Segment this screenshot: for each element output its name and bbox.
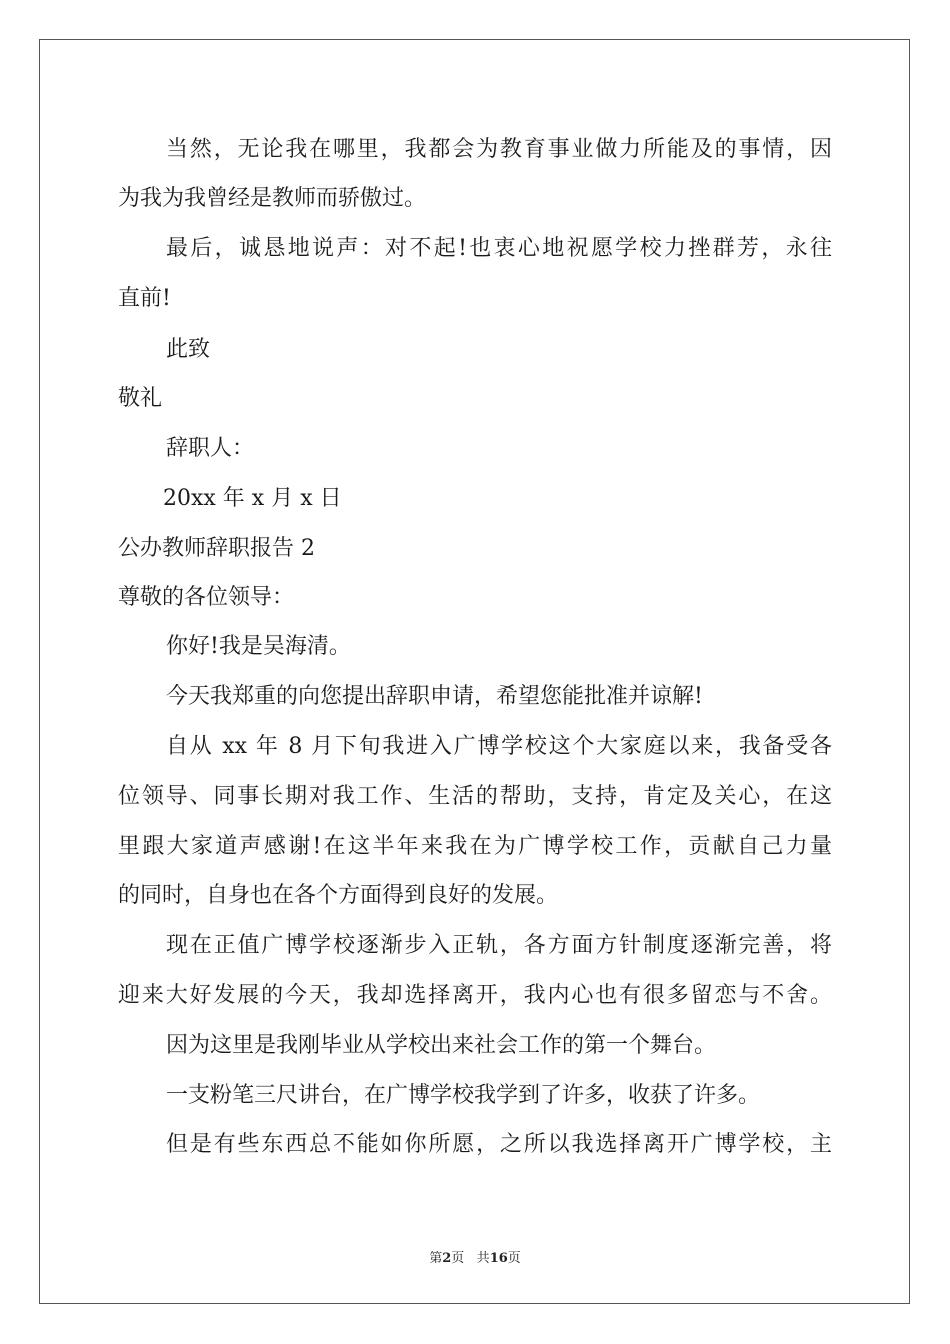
footer-total-pages: 16 [489, 1251, 508, 1266]
paragraph-line: 但是有些东西总不能如你所愿，之所以我选择离开广博学校，主 [166, 1132, 832, 1157]
paragraph-line: 位领导、同事长期对我工作、生活的帮助，支持，肯定及关心，在这 [118, 784, 832, 809]
paragraph-line: 今天我郑重的向您提出辞职申请，希望您能批准并谅解! [166, 684, 703, 709]
paragraph-line: 你好!我是吴海清。 [166, 634, 351, 659]
greeting: 尊敬的各位领导： [118, 585, 295, 610]
closing-regards: 敬礼 [118, 386, 163, 411]
paragraph-line: 最后，诚恳地说声：对不起!也衷心地祝愿学校力挫群芳，永往 [166, 236, 832, 261]
paragraph-line: 自从 xx 年 8 月下旬我进入广博学校这个大家庭以来，我备受各 [166, 734, 832, 759]
paragraph-line: 的同时，自身也在各个方面得到良好的发展。 [118, 883, 559, 908]
paragraph-line: 里跟大家道声感谢!在这半年来我在为广博学校工作，贡献自己力量 [118, 834, 832, 859]
paragraph-line: 一支粉笔三尺讲台，在广博学校我学到了许多，收获了许多。 [166, 1083, 761, 1108]
footer-page-prefix: 第 [429, 1251, 443, 1266]
page-border [39, 39, 910, 1304]
paragraph-line: 为我为我曾经是教师而骄傲过。 [118, 186, 427, 211]
paragraph-line: 迎来大好发展的今天，我却选择离开，我内心也有很多留恋与不舍。 [118, 983, 832, 1008]
page-footer [0, 1247, 950, 1266]
paragraph-line: 直前! [118, 286, 171, 311]
signature-label: 辞职人： [166, 436, 255, 461]
footer-total-prefix: 共 [476, 1251, 490, 1266]
footer-total-unit: 页 [507, 1251, 521, 1266]
paragraph-line: 当然，无论我在哪里，我都会为教育事业做力所能及的事情，因 [166, 137, 832, 162]
date-line: 20xx 年 x 月 x 日 [163, 486, 342, 511]
footer-page-number: 2 [442, 1251, 452, 1266]
footer-page-unit: 页 [451, 1251, 465, 1266]
paragraph-line: 因为这里是我刚毕业从学校出来社会工作的第一个舞台。 [166, 1033, 717, 1058]
section-title: 公办教师辞职报告 2 [118, 536, 315, 561]
closing-salutation: 此致 [166, 337, 211, 362]
paragraph-line: 现在正值广博学校逐渐步入正轨，各方面方针制度逐渐完善，将 [166, 933, 832, 958]
